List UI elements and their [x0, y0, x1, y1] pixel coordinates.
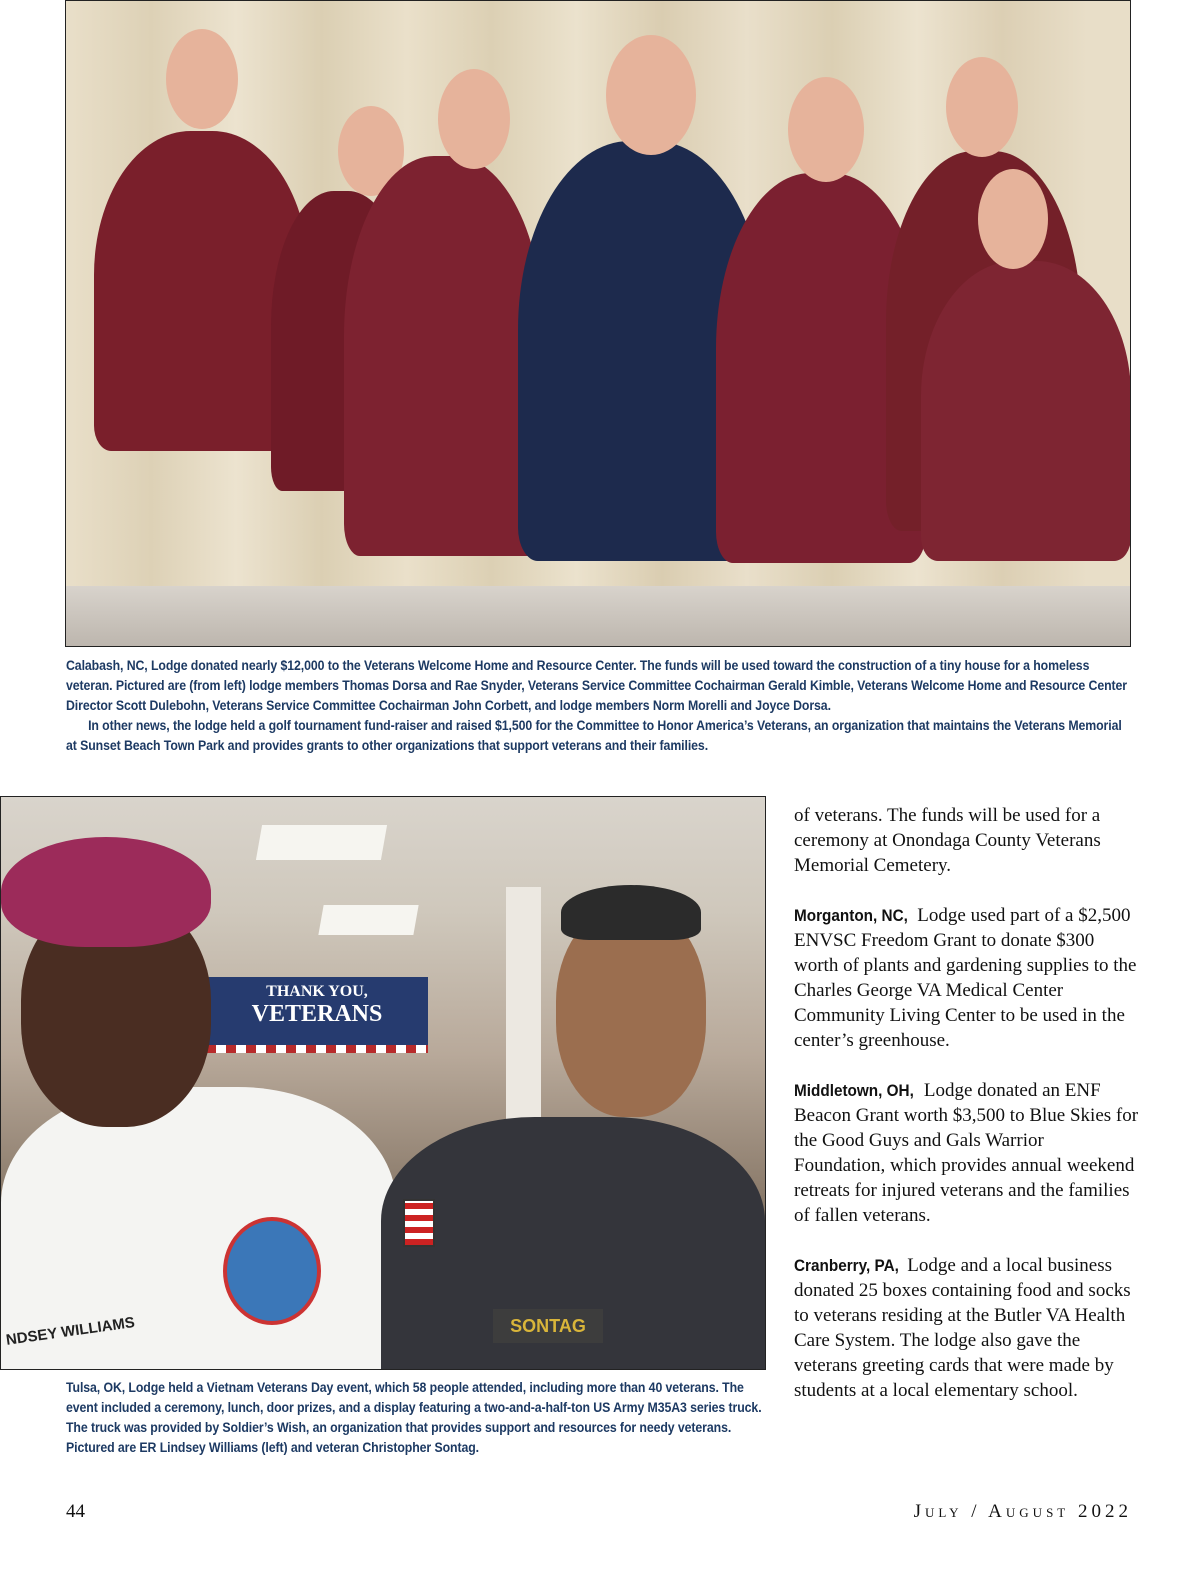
issue-date: July / August 2022 — [913, 1501, 1132, 1522]
article-item-text: Lodge used part of a $2,500 ENVSC Freedom Grant to donate $300 worth of plants and gardening supplies to the Charles George VA Medical Center Community Living Center to be used in the center’s greenhouse. — [794, 905, 1137, 1051]
person-6-head — [946, 57, 1018, 157]
article-item-place: Middletown, OH, — [794, 1081, 914, 1100]
person-3 — [344, 156, 544, 556]
person-1-head — [166, 29, 238, 129]
page-number: 44 — [66, 1501, 85, 1522]
left-man-name-tag: NDSEY WILLIAMS — [5, 1313, 136, 1349]
left-man-patch — [223, 1217, 321, 1325]
top-caption — [66, 656, 1133, 756]
person-3-head — [438, 69, 510, 169]
person-5-head — [788, 77, 864, 182]
bottom-caption-place: Tulsa, OK, — [66, 1380, 126, 1395]
article-item-text: Lodge and a local business donated 25 boxes containing food and socks to veterans residing at the Butler VA Health Care System. The lodge also gave the veterans greeting cards that were made by students at a local elementary school. — [794, 1255, 1131, 1401]
top-caption-text2: In other news, the lodge held a golf tournament fund-raiser and raised $1,500 for the Committee to Honor America’s Veterans, an organization that maintains the Veterans Memorial at Sunset Beach Town Park and provides grants to other organizations that support veterans and their families. — [66, 718, 1122, 753]
person-7-head — [978, 169, 1048, 269]
article-item-cranberry — [794, 1253, 1139, 1403]
bottom-caption-text: Lodge held a Vietnam Veterans Day event, which 58 people attended, including more than 40 veterans. The event included a ceremony, lunch, door prizes, and a display featuring a two-and-a-half-ton US Army M35A3 series truck. The truck was provided by Soldier’s Wish, an organization that provides support and resources for needy veterans. Pictured are ER Lindsey Williams (left) and veteran Christopher Sontag. — [66, 1380, 762, 1455]
top-photo — [65, 0, 1131, 647]
beret — [1, 837, 211, 947]
support-column — [506, 887, 541, 1147]
ceiling-light — [256, 825, 387, 860]
article-intro: of veterans. The funds will be used for a ceremony at Onondaga County Veterans Memorial Cemetery. — [794, 805, 1101, 876]
top-caption-place: Calabash, NC, — [66, 658, 148, 673]
person-4-head — [606, 35, 696, 155]
article-item-text: Lodge donated an ENF Beacon Grant worth $3,500 to Blue Skies for the Good Guys and Gals Warrior Foundation, which provides annual weekend retreats for injured veterans and the families of fallen veterans. — [794, 1080, 1139, 1226]
ceiling-light — [318, 905, 418, 935]
person-7 — [921, 261, 1131, 561]
bottom-caption — [66, 1378, 765, 1458]
top-caption-text: Lodge donated nearly $12,000 to the Veterans Welcome Home and Resource Center. The funds will be used toward the construction of a tiny house for a homeless veteran. Pictured are (from left) lodge members Thomas Dorsa and Rae Snyder, Veterans Service Committee Cochairman Gerald Kimble, Veterans Welcome Home and Resource Center Director Scott Dulebohn, Veterans Service Committee Cochairman John Corbett, and lodge members Norm Morelli and Joyce Dorsa. — [66, 658, 1127, 713]
article-item-middletown — [794, 1078, 1139, 1228]
right-man-name-tag: SONTAG — [493, 1309, 603, 1343]
article-column — [794, 803, 1139, 1428]
right-man-hair — [561, 885, 701, 940]
flag-patch — [403, 1199, 435, 1247]
article-item-place: Cranberry, PA, — [794, 1256, 899, 1275]
floor — [66, 586, 1130, 646]
banner-line2: VETERANS — [251, 1001, 383, 1027]
bottom-photo — [0, 796, 766, 1370]
thank-you-banner — [206, 977, 428, 1045]
banner-line1: THANK YOU, — [266, 983, 368, 1000]
banner-stripes — [206, 1045, 428, 1053]
article-item-morganton — [794, 903, 1139, 1053]
article-item-place: Morganton, NC, — [794, 906, 908, 925]
